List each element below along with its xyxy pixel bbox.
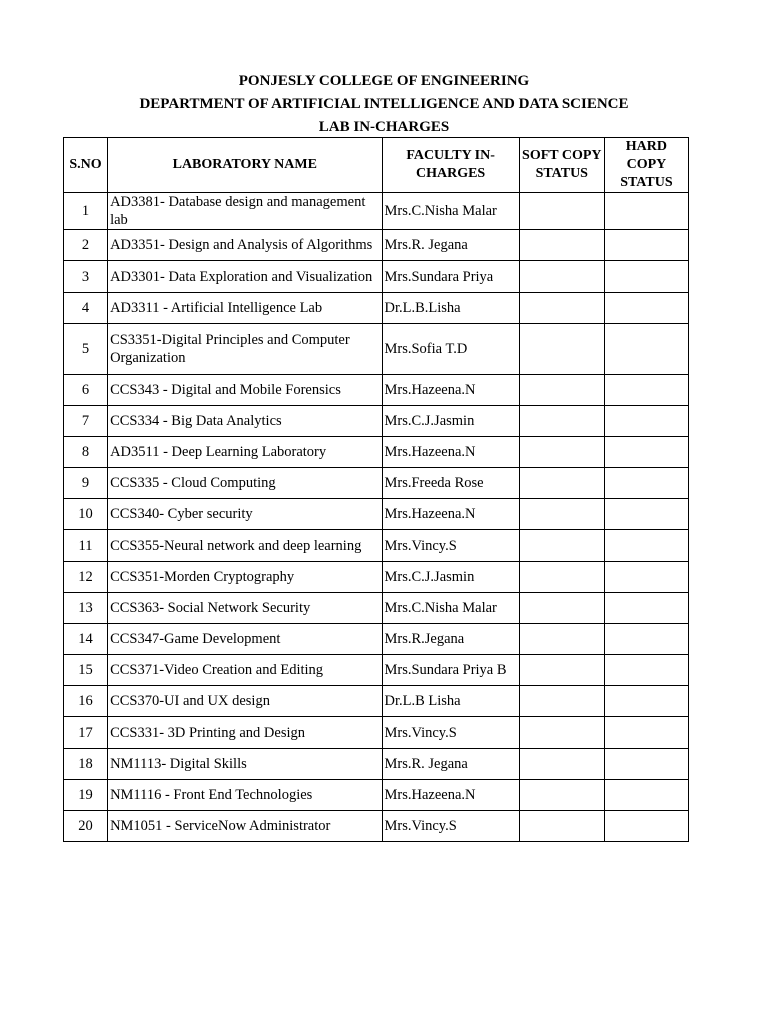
table-row xyxy=(64,530,689,562)
soft-copy-status-cell xyxy=(519,811,604,842)
hard-copy-status-cell xyxy=(604,780,688,811)
soft-copy-status-cell xyxy=(519,717,604,749)
sno-cell: 20 xyxy=(64,811,108,842)
soft-copy-status-cell xyxy=(519,437,604,468)
laboratory-name-cell: AD3381- Database design and management lab xyxy=(108,193,382,230)
faculty-cell: Mrs.Sofia T.D xyxy=(382,324,519,375)
soft-copy-status-cell xyxy=(519,593,604,624)
sno-cell: 15 xyxy=(64,655,108,686)
faculty-cell: Mrs.Sundara Priya xyxy=(382,261,519,293)
sno-cell: 5 xyxy=(64,324,108,375)
faculty-cell: Mrs.C.Nisha Malar xyxy=(382,193,519,230)
sno-cell: 7 xyxy=(64,406,108,437)
hard-copy-status-cell xyxy=(604,499,688,530)
hard-copy-status-cell xyxy=(604,749,688,780)
laboratory-name-cell: CCS340- Cyber security xyxy=(108,499,382,530)
sno-cell: 16 xyxy=(64,686,108,717)
faculty-cell: Mrs.C.Nisha Malar xyxy=(382,593,519,624)
header-soft-copy-status: SOFT COPY STATUS xyxy=(519,138,604,193)
college-name: PONJESLY COLLEGE OF ENGINEERING xyxy=(238,73,530,89)
hard-copy-status-cell xyxy=(604,293,688,324)
soft-copy-status-cell xyxy=(519,499,604,530)
sno-cell: 8 xyxy=(64,437,108,468)
faculty-cell: Mrs.Hazeena.N xyxy=(382,499,519,530)
soft-copy-status-cell xyxy=(519,261,604,293)
faculty-cell: Mrs.Hazeena.N xyxy=(382,780,519,811)
laboratory-name-cell: NM1113- Digital Skills xyxy=(108,749,382,780)
faculty-cell: Mrs.Vincy.S xyxy=(382,530,519,562)
laboratory-name-cell: CCS351-Morden Cryptography xyxy=(108,562,382,593)
table-row xyxy=(64,655,689,686)
hard-copy-status-cell xyxy=(604,406,688,437)
soft-copy-status-cell xyxy=(519,406,604,437)
laboratory-name-cell: CCS331- 3D Printing and Design xyxy=(108,717,382,749)
header-sno: S.NO xyxy=(64,138,108,193)
hard-copy-status-cell xyxy=(604,468,688,499)
sno-cell: 19 xyxy=(64,780,108,811)
laboratory-name-cell: CCS347-Game Development xyxy=(108,624,382,655)
sno-cell: 14 xyxy=(64,624,108,655)
sno-cell: 17 xyxy=(64,717,108,749)
soft-copy-status-cell xyxy=(519,530,604,562)
department-name: DEPARTMENT OF ARTIFICIAL INTELLIGENCE AND DATA SCIENCE xyxy=(139,96,629,112)
faculty-cell: Dr.L.B.Lisha xyxy=(382,293,519,324)
sno-cell: 4 xyxy=(64,293,108,324)
faculty-cell: Mrs.Vincy.S xyxy=(382,717,519,749)
table-row xyxy=(64,261,689,293)
sno-cell: 3 xyxy=(64,261,108,293)
hard-copy-status-cell xyxy=(604,686,688,717)
table-row xyxy=(64,437,689,468)
laboratory-name-cell: AD3301- Data Exploration and Visualization xyxy=(108,261,382,293)
lab-incharges-table xyxy=(63,137,689,842)
soft-copy-status-cell xyxy=(519,375,604,406)
soft-copy-status-cell xyxy=(519,324,604,375)
table-row xyxy=(64,749,689,780)
laboratory-name-cell: AD3351- Design and Analysis of Algorithms xyxy=(108,230,382,261)
table-row xyxy=(64,593,689,624)
table-header-row xyxy=(64,138,689,193)
table-row xyxy=(64,230,689,261)
table-row xyxy=(64,811,689,842)
faculty-cell: Mrs.C.J.Jasmin xyxy=(382,562,519,593)
hard-copy-status-cell xyxy=(604,717,688,749)
table-row xyxy=(64,717,689,749)
faculty-cell: Mrs.Vincy.S xyxy=(382,811,519,842)
hard-copy-status-cell xyxy=(604,811,688,842)
sno-cell: 18 xyxy=(64,749,108,780)
laboratory-name-cell: AD3511 - Deep Learning Laboratory xyxy=(108,437,382,468)
table-row xyxy=(64,293,689,324)
header-laboratory-name: LABORATORY NAME xyxy=(108,138,382,193)
hard-copy-status-cell xyxy=(604,230,688,261)
soft-copy-status-cell xyxy=(519,749,604,780)
table-row xyxy=(64,686,689,717)
sno-cell: 12 xyxy=(64,562,108,593)
soft-copy-status-cell xyxy=(519,230,604,261)
header-hard-copy-status: HARD COPY STATUS xyxy=(604,138,688,193)
faculty-cell: Mrs.Freeda Rose xyxy=(382,468,519,499)
hard-copy-status-cell xyxy=(604,624,688,655)
laboratory-name-cell: CCS355-Neural network and deep learning xyxy=(108,530,382,562)
table-body xyxy=(64,193,689,842)
sno-cell: 10 xyxy=(64,499,108,530)
hard-copy-status-cell xyxy=(604,593,688,624)
laboratory-name-cell: NM1116 - Front End Technologies xyxy=(108,780,382,811)
faculty-cell: Mrs.Hazeena.N xyxy=(382,437,519,468)
sno-cell: 6 xyxy=(64,375,108,406)
faculty-cell: Mrs.Hazeena.N xyxy=(382,375,519,406)
soft-copy-status-cell xyxy=(519,624,604,655)
table-row xyxy=(64,406,689,437)
table-row xyxy=(64,324,689,375)
faculty-cell: Mrs.C.J.Jasmin xyxy=(382,406,519,437)
table-row xyxy=(64,562,689,593)
document-title: LAB IN-CHARGES xyxy=(318,119,450,135)
hard-copy-status-cell xyxy=(604,324,688,375)
laboratory-name-cell: CCS363- Social Network Security xyxy=(108,593,382,624)
table-row xyxy=(64,780,689,811)
laboratory-name-cell: CCS343 - Digital and Mobile Forensics xyxy=(108,375,382,406)
table-row xyxy=(64,193,689,230)
laboratory-name-cell: CCS334 - Big Data Analytics xyxy=(108,406,382,437)
laboratory-name-cell: CCS370-UI and UX design xyxy=(108,686,382,717)
hard-copy-status-cell xyxy=(604,261,688,293)
laboratory-name-cell: CCS335 - Cloud Computing xyxy=(108,468,382,499)
hard-copy-status-cell xyxy=(604,530,688,562)
hard-copy-status-cell xyxy=(604,562,688,593)
faculty-cell: Dr.L.B Lisha xyxy=(382,686,519,717)
faculty-cell: Mrs.R. Jegana xyxy=(382,749,519,780)
soft-copy-status-cell xyxy=(519,562,604,593)
hard-copy-status-cell xyxy=(604,193,688,230)
laboratory-name-cell: CCS371-Video Creation and Editing xyxy=(108,655,382,686)
hard-copy-status-cell xyxy=(604,655,688,686)
soft-copy-status-cell xyxy=(519,468,604,499)
soft-copy-status-cell xyxy=(519,193,604,230)
laboratory-name-cell: AD3311 - Artificial Intelligence Lab xyxy=(108,293,382,324)
faculty-cell: Mrs.R.Jegana xyxy=(382,624,519,655)
sno-cell: 1 xyxy=(64,193,108,230)
sno-cell: 2 xyxy=(64,230,108,261)
table-row xyxy=(64,375,689,406)
hard-copy-status-cell xyxy=(604,375,688,406)
soft-copy-status-cell xyxy=(519,655,604,686)
table-row xyxy=(64,468,689,499)
soft-copy-status-cell xyxy=(519,686,604,717)
table-row xyxy=(64,624,689,655)
hard-copy-status-cell xyxy=(604,437,688,468)
soft-copy-status-cell xyxy=(519,780,604,811)
soft-copy-status-cell xyxy=(519,293,604,324)
header-faculty-incharges: FACULTY IN-CHARGES xyxy=(382,138,519,193)
laboratory-name-cell: CS3351-Digital Principles and Computer Organization xyxy=(108,324,382,375)
sno-cell: 13 xyxy=(64,593,108,624)
table-row xyxy=(64,499,689,530)
faculty-cell: Mrs.R. Jegana xyxy=(382,230,519,261)
sno-cell: 9 xyxy=(64,468,108,499)
laboratory-name-cell: NM1051 - ServiceNow Administrator xyxy=(108,811,382,842)
faculty-cell: Mrs.Sundara Priya B xyxy=(382,655,519,686)
sno-cell: 11 xyxy=(64,530,108,562)
